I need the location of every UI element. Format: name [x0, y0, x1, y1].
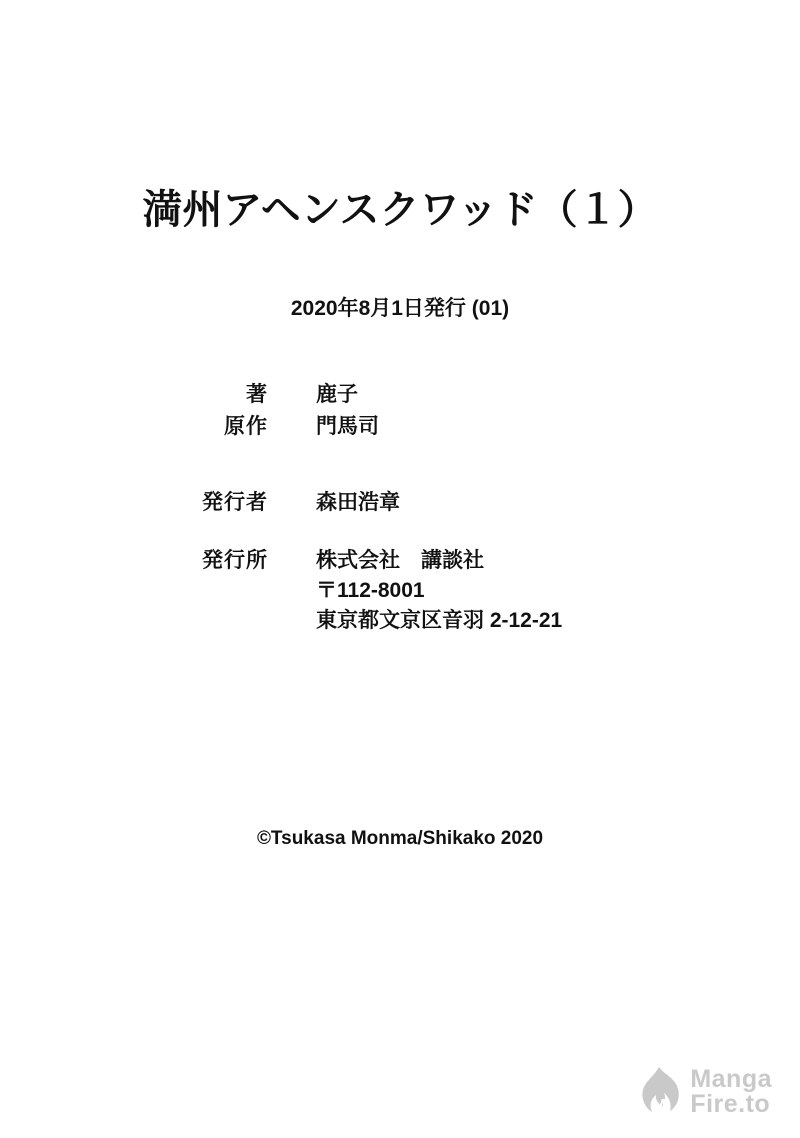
credit-label-original-work: 原作: [224, 415, 268, 438]
publication-date: 2020年8月1日発行 (01): [290, 297, 510, 320]
credit-value-author: 鹿子: [316, 383, 358, 406]
credit-row: [0, 378, 800, 408]
credit-value-publisher-company: 株式会社 講談社: [316, 549, 484, 572]
credit-label-publisher-company: 発行所: [202, 549, 268, 572]
page-title: 満州アヘンスクワッド（１）: [142, 188, 658, 232]
publisher-address: 東京都文京区音羽 2-12-21: [316, 609, 563, 633]
credit-row: [0, 410, 800, 440]
credit-value-publisher-person: 森田浩章: [316, 491, 400, 514]
watermark-line-2: Fire.to: [690, 1090, 771, 1118]
svg-text:M: M: [651, 1096, 667, 1116]
watermark: [636, 1066, 772, 1118]
publisher-postal-code: 〒112-8001: [316, 579, 425, 602]
credits-block: [0, 378, 800, 849]
credit-row: [0, 486, 800, 516]
credit-row: [0, 544, 800, 574]
watermark-text: [690, 1067, 772, 1117]
watermark-line-1: Manga: [690, 1065, 772, 1093]
copyright-notice: ©Tsukasa Monma/Shikako 2020: [256, 828, 544, 849]
flame-icon: [636, 1066, 682, 1118]
credit-label-author: 著: [246, 383, 268, 406]
credit-value-original-work: 門馬司: [316, 415, 379, 438]
credit-label-publisher-person: 発行者: [202, 491, 268, 514]
